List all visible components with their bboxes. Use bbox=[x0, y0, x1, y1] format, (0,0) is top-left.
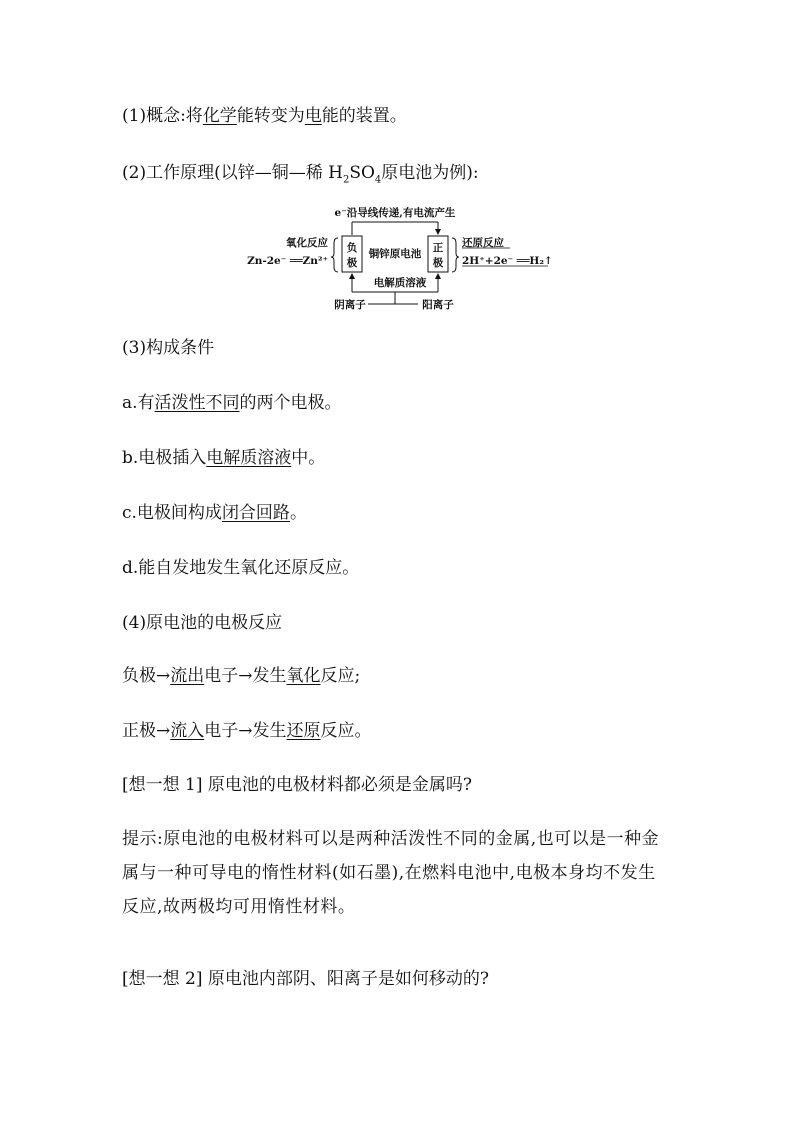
text: b.电极插入 bbox=[122, 448, 207, 468]
oxidation-label: 氧化反应 bbox=[286, 237, 328, 249]
blank-answer: 还原 bbox=[286, 721, 321, 741]
condition-d: d.能自发地发生氧化还原反应。 bbox=[122, 558, 360, 578]
text: 的两个电极。 bbox=[239, 393, 342, 413]
text: 电子→发生 bbox=[204, 721, 287, 741]
text: c.电极间构成 bbox=[122, 503, 222, 523]
blank-answer: 氧化 bbox=[286, 666, 321, 686]
blank-answer: 电解质溶液 bbox=[206, 448, 292, 468]
anion-label: 阴离子 bbox=[334, 299, 366, 311]
right-brace bbox=[452, 238, 459, 272]
blank-answer: 活泼性不同 bbox=[154, 393, 240, 413]
electrode-reaction-heading: (4)原电池的电极反应 bbox=[122, 613, 283, 633]
principle-heading bbox=[122, 162, 479, 184]
hint-paragraph: 提示:原电池的电极材料可以是两种活泼性不同的金属,也可以是一种金属与一种可导电的惰性材料(如石墨),在燃料电池中,电极本身均不发生反应,故两极均可用惰性材料。 bbox=[122, 829, 660, 917]
cell-name: 铜锌原电池 bbox=[368, 248, 422, 260]
text: 负极→ bbox=[122, 666, 171, 686]
text: 能的装置。 bbox=[321, 106, 407, 126]
left-brace bbox=[331, 238, 338, 272]
blank-answer: 化学 bbox=[202, 106, 237, 126]
blank-answer: 流入 bbox=[170, 721, 205, 741]
text: a.有 bbox=[122, 393, 155, 413]
text: 正极→ bbox=[122, 721, 171, 741]
pos-char-2: 极 bbox=[432, 257, 444, 269]
text: 。 bbox=[289, 503, 307, 523]
neg-char-2: 极 bbox=[346, 257, 358, 269]
galvanic-cell-diagram bbox=[240, 200, 560, 315]
blank-answer: 闭合回路 bbox=[221, 503, 290, 523]
text: 能转变为 bbox=[236, 106, 305, 126]
text: (1)概念:将 bbox=[122, 106, 203, 126]
cation-label: 阳离子 bbox=[422, 299, 454, 311]
concept-line bbox=[122, 105, 407, 127]
pos-char-1: 正 bbox=[432, 242, 444, 254]
text: 反应。 bbox=[320, 721, 372, 741]
condition-b bbox=[122, 447, 325, 469]
text: 反应; bbox=[320, 666, 361, 686]
text: 原电池为例): bbox=[381, 163, 479, 183]
text: 电子→发生 bbox=[204, 666, 287, 686]
cathode-equation: 2H⁺+2e⁻ ══H₂↑ bbox=[462, 255, 553, 267]
blank-answer: 流出 bbox=[170, 666, 205, 686]
text: SO bbox=[349, 163, 375, 183]
question-1: [想一想 1] 原电池的电极材料都必须是金属吗? bbox=[122, 775, 473, 795]
subscript: 4 bbox=[374, 174, 382, 186]
negative-electrode-line bbox=[122, 665, 360, 687]
blank-answer: 电 bbox=[304, 106, 322, 126]
electron-flow-label: e⁻沿导线传递,有电流产生 bbox=[334, 207, 456, 219]
anode-equation: Zn-2e⁻ ══Zn²⁺ bbox=[247, 255, 328, 267]
condition-c bbox=[122, 502, 307, 524]
text: 中。 bbox=[291, 448, 326, 468]
electrolyte-label: 电解质溶液 bbox=[373, 277, 427, 289]
conditions-heading: (3)构成条件 bbox=[122, 338, 215, 358]
text: (2)工作原理(以锌—铜—稀 H bbox=[122, 163, 343, 183]
neg-char-1: 负 bbox=[346, 242, 358, 254]
reduction-label: 还原反应 bbox=[462, 237, 504, 249]
question-2: [想一想 2] 原电池内部阴、阳离子是如何移动的? bbox=[122, 969, 490, 989]
condition-a bbox=[122, 392, 342, 414]
positive-electrode-line bbox=[122, 720, 372, 742]
subscript: 2 bbox=[342, 174, 350, 186]
